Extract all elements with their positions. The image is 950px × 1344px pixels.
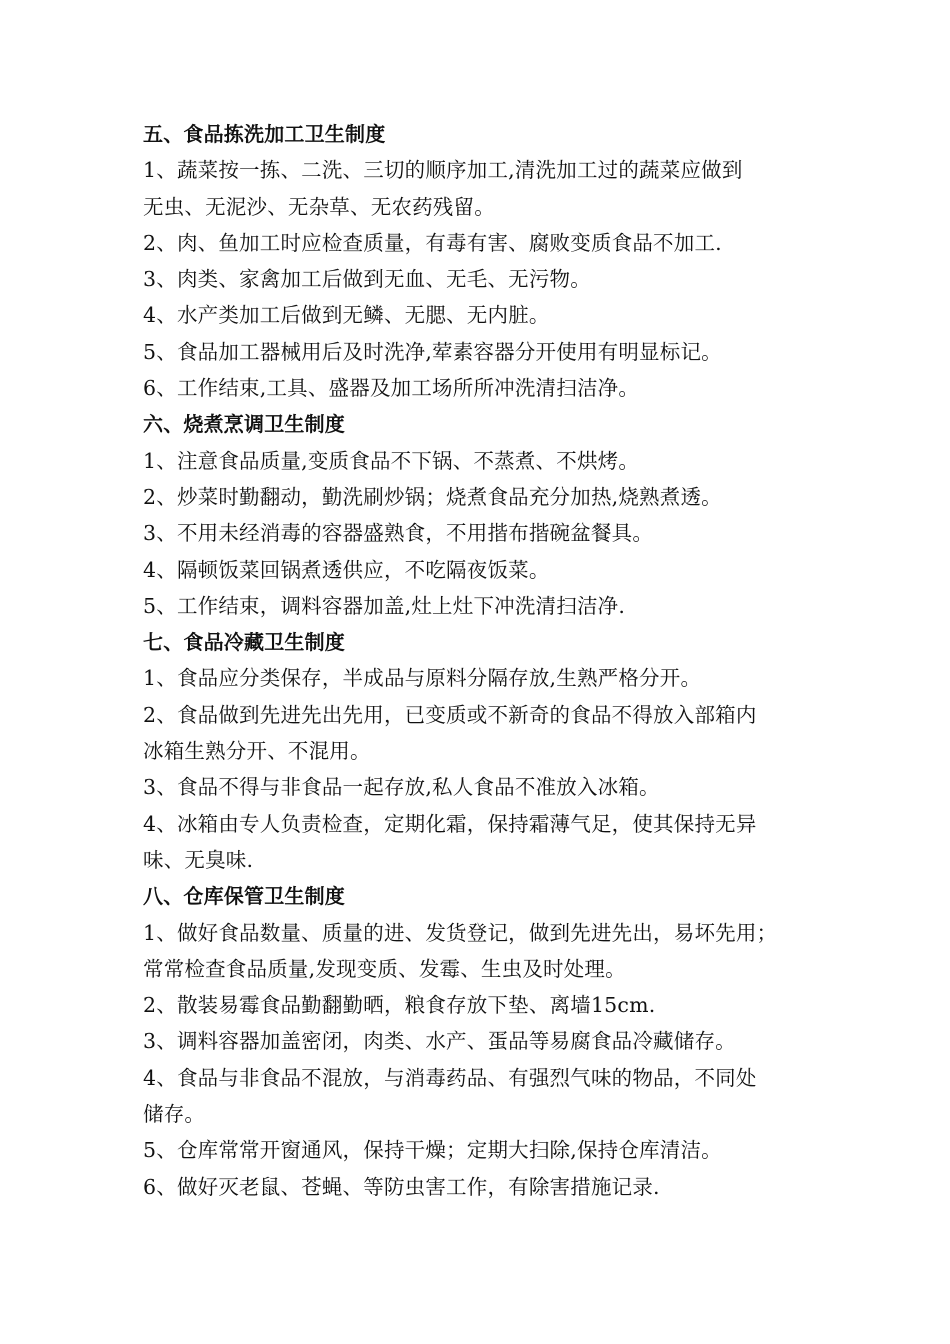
section-8-line-5: 4、食品与非食品不混放，与消毒药品、有强烈气味的物品，不同处 xyxy=(143,1065,757,1090)
section-6-line-1: 1、注意食品质量,变质食品不下锅、不蒸煮、不烘烤。 xyxy=(143,448,640,473)
section-8-line-2: 常常检查食品质量,发现变质、发霉、生虫及时处理。 xyxy=(143,956,626,981)
section-6-line-3: 3、不用未经消毒的容器盛熟食，不用揩布揩碗盆餐具。 xyxy=(143,521,654,546)
document-body xyxy=(143,116,833,1205)
section-heading-5: 五、食品拣洗加工卫生制度 xyxy=(143,122,386,146)
section-7-line-6: 味、无臭味. xyxy=(143,847,254,872)
section-8-line-1: 1、做好食品数量、质量的进、发货登记，做到先进先出，易坏先用； xyxy=(143,920,778,945)
section-8-line-3: 2、散装易霉食品勤翻勤晒，粮食存放下垫、离墙15cm. xyxy=(143,993,656,1018)
section-6-line-5: 5、工作结束，调料容器加盖,灶上灶下冲洗清扫洁净. xyxy=(143,593,626,618)
section-heading-8: 八、仓库保管卫生制度 xyxy=(143,884,345,909)
section-5-line-4: 3、肉类、家禽加工后做到无血、无毛、无污物。 xyxy=(143,267,591,292)
section-heading-6: 六、烧煮烹调卫生制度 xyxy=(143,412,345,437)
section-7-line-3: 冰箱生熟分开、不混用。 xyxy=(143,739,371,764)
section-6-line-4: 4、隔顿饭菜回锅煮透供应，不吃隔夜饭菜。 xyxy=(143,557,550,582)
section-7-line-1: 1、食品应分类保存，半成品与原料分隔存放,生熟严格分开。 xyxy=(143,666,702,691)
section-7-line-5: 4、冰箱由专人负责检查，定期化霜，保持霜薄气足，使其保持无异 xyxy=(143,811,757,836)
section-5-line-2: 无虫、无泥沙、无杂草、无农药残留。 xyxy=(143,194,495,219)
section-5-line-1: 1、蔬菜按一拣、二洗、三切的顺序加工,清洗加工过的蔬菜应做到 xyxy=(143,158,743,183)
section-6-line-2: 2、炒菜时勤翻动，勤洗刷炒锅；烧煮食品充分加热,烧熟煮透。 xyxy=(143,484,722,509)
section-5-line-5: 4、水产类加工后做到无鳞、无腮、无内脏。 xyxy=(143,303,550,328)
section-8-line-6: 储存。 xyxy=(143,1102,206,1127)
section-8-line-8: 6、做好灭老鼠、苍蝇、等防虫害工作，有除害措施记录. xyxy=(143,1174,660,1199)
section-heading-7: 七、食品冷藏卫生制度 xyxy=(143,630,345,655)
section-5-line-3: 2、肉、鱼加工时应检查质量，有毒有害、腐败变质食品不加工. xyxy=(143,230,722,255)
section-5-line-6: 5、食品加工器械用后及时洗净,荤素容器分开使用有明显标记。 xyxy=(143,339,722,364)
section-8-line-7: 5、仓库常常开窗通风，保持干燥；定期大扫除,保持仓库清洁。 xyxy=(143,1138,722,1163)
section-7-line-2: 2、食品做到先进先出先用，已变质或不新奇的食品不得放入部箱内 xyxy=(143,702,757,727)
section-7-line-4: 3、食品不得与非食品一起存放,私人食品不准放入冰箱。 xyxy=(143,775,660,800)
section-5-line-7: 6、工作结束,工具、盛器及加工场所所冲洗清扫洁净。 xyxy=(143,376,640,401)
section-8-line-4: 3、调料容器加盖密闭，肉类、水产、蛋品等易腐食品冷藏储存。 xyxy=(143,1029,736,1054)
